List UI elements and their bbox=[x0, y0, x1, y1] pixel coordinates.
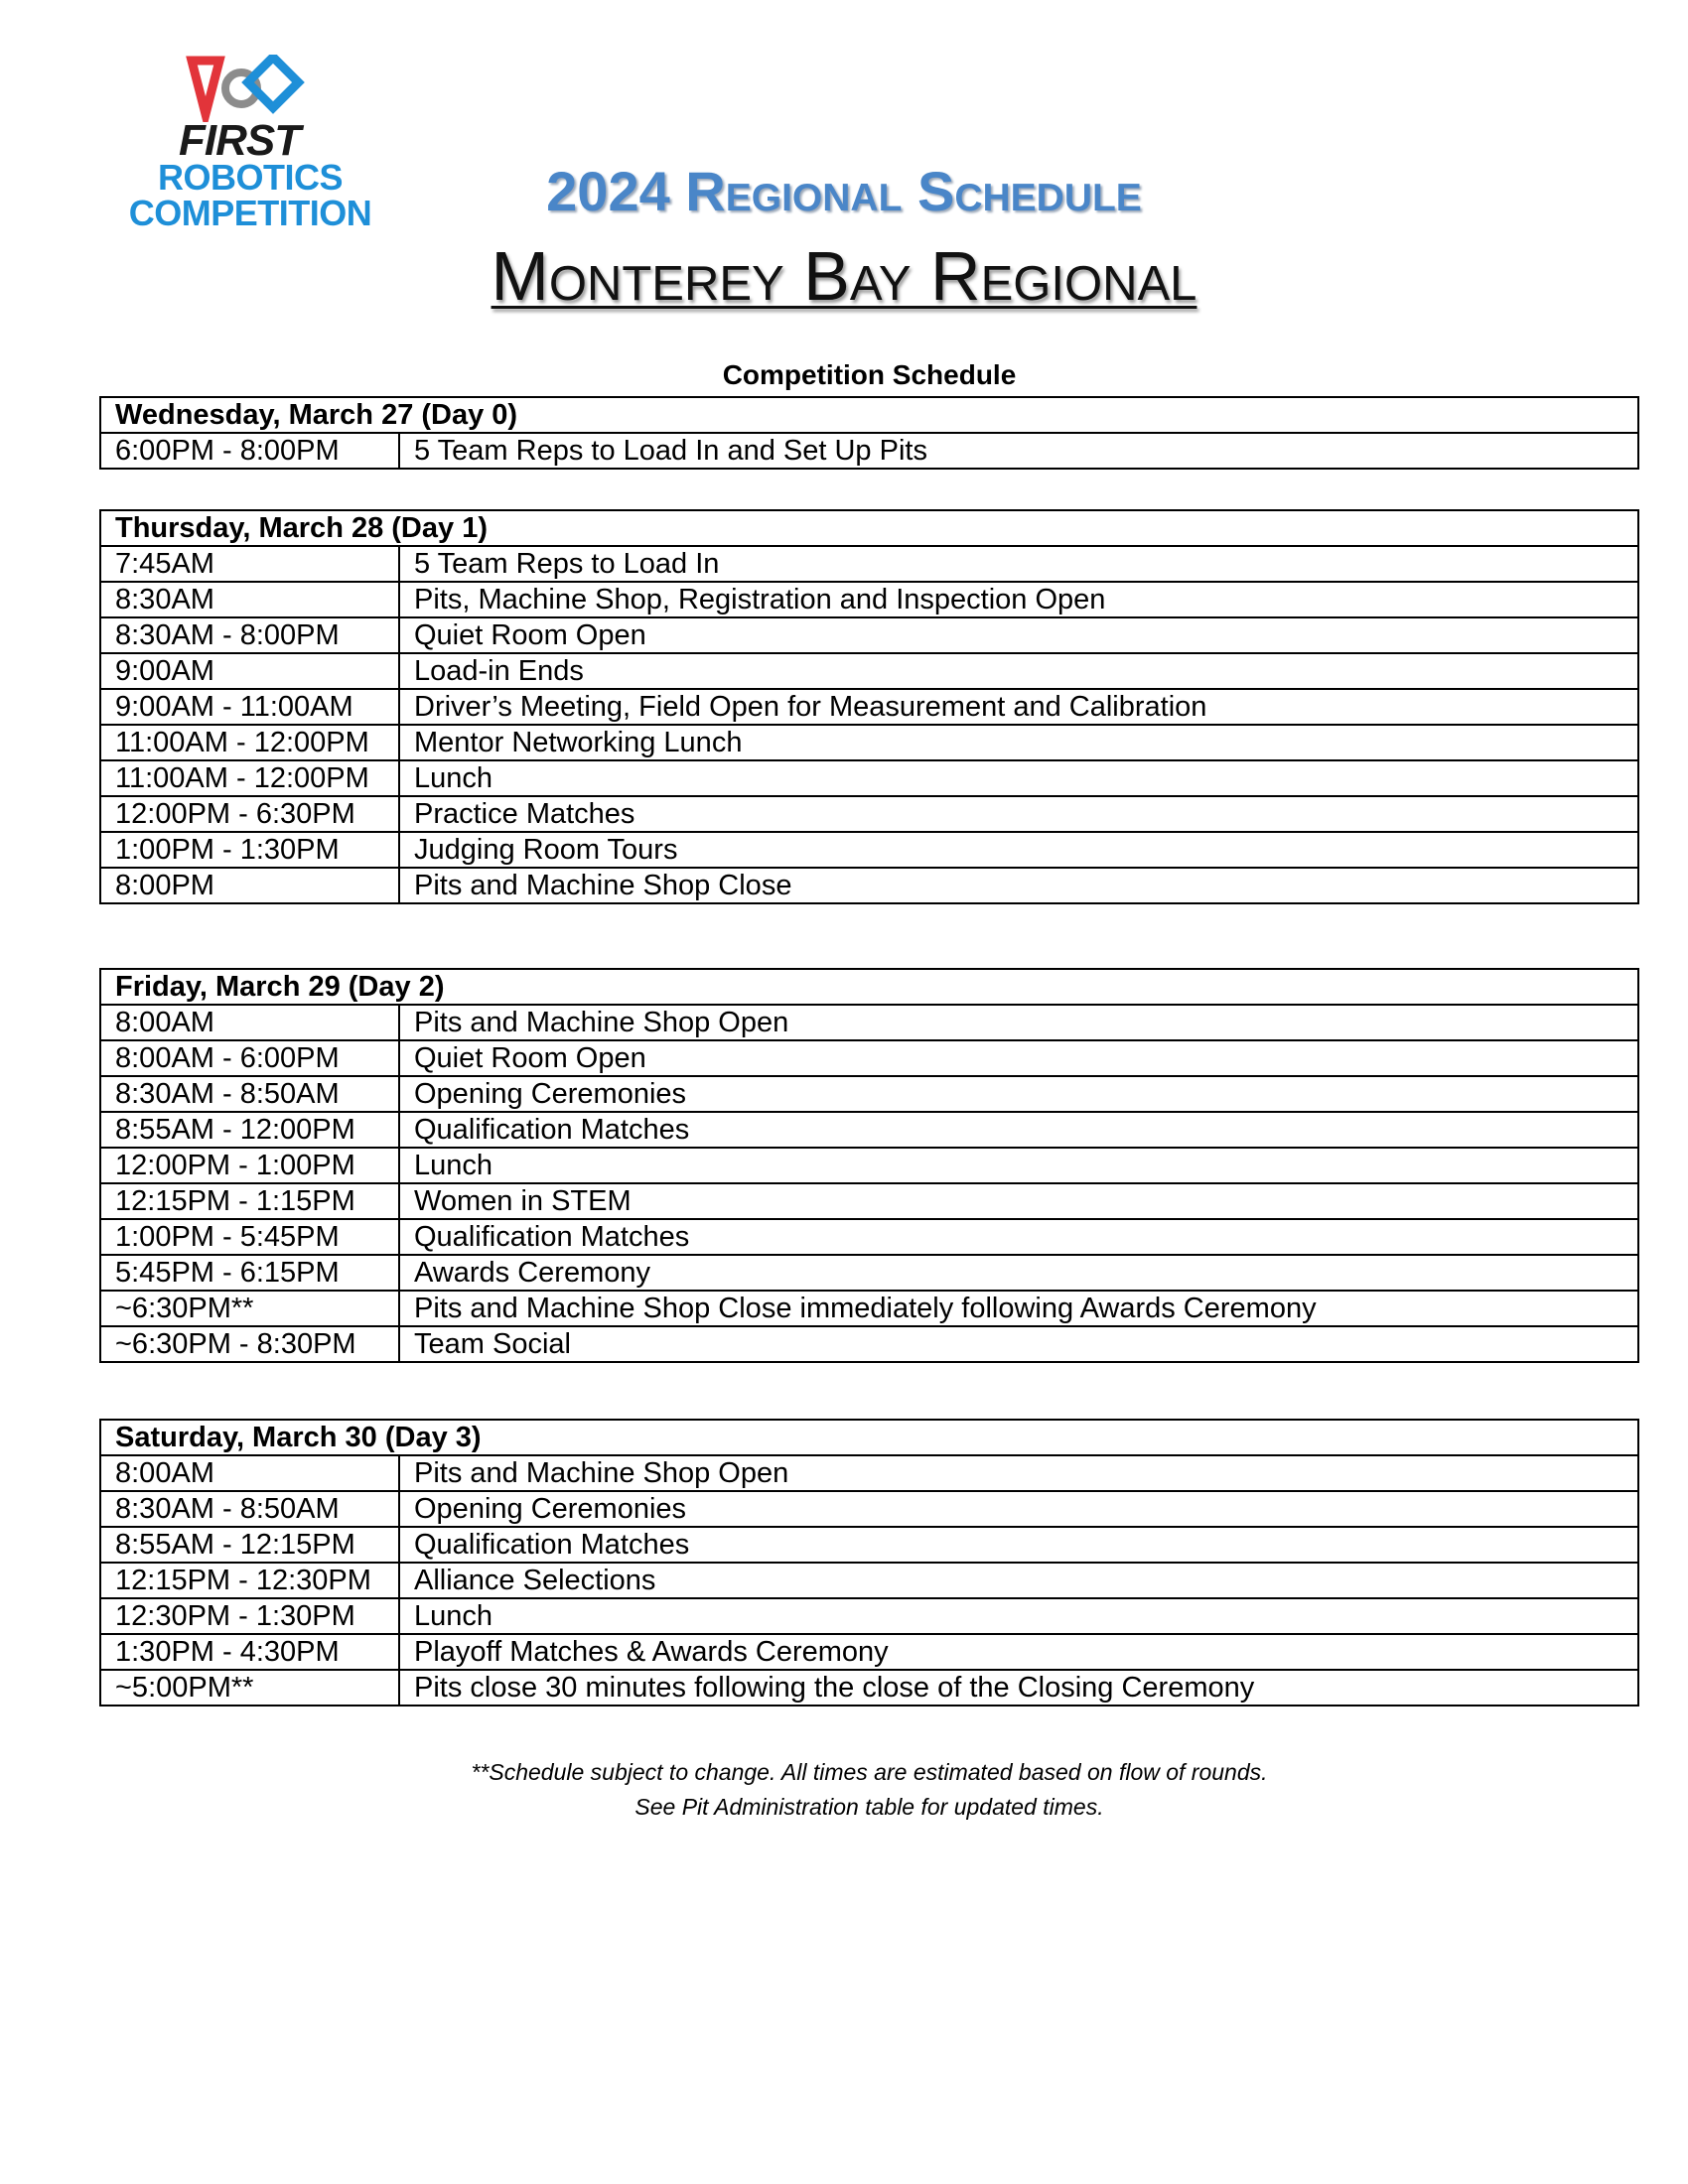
table-row bbox=[100, 1634, 1638, 1670]
event-cell: Pits close 30 minutes following the close of the Closing Ceremony bbox=[399, 1670, 1638, 1706]
table-row bbox=[100, 725, 1638, 760]
time-cell: 9:00AM - 11:00AM bbox=[100, 689, 399, 725]
event-cell: Playoff Matches & Awards Ceremony bbox=[399, 1634, 1638, 1670]
event-cell: Lunch bbox=[399, 1148, 1638, 1183]
event-cell: Opening Ceremonies bbox=[399, 1076, 1638, 1112]
table-row bbox=[100, 1255, 1638, 1291]
event-cell: Women in STEM bbox=[399, 1183, 1638, 1219]
logo-first-text: FIRST bbox=[179, 116, 301, 165]
table-row bbox=[100, 1455, 1638, 1491]
day-header: Friday, March 29 (Day 2) bbox=[100, 969, 1638, 1005]
table-row bbox=[100, 1148, 1638, 1183]
event-cell: Alliance Selections bbox=[399, 1563, 1638, 1598]
day-table-saturday bbox=[99, 1419, 1639, 1706]
table-row bbox=[100, 546, 1638, 582]
event-cell: Lunch bbox=[399, 1598, 1638, 1634]
time-cell: 9:00AM bbox=[100, 653, 399, 689]
time-cell: 8:00AM - 6:00PM bbox=[100, 1040, 399, 1076]
footnote-line-1: **Schedule subject to change. All times are estimated based on flow of rounds. bbox=[471, 1759, 1268, 1785]
logo-robotics-text: ROBOTICS bbox=[157, 157, 343, 198]
time-cell: 12:00PM - 6:30PM bbox=[100, 796, 399, 832]
event-cell: Practice Matches bbox=[399, 796, 1638, 832]
footnote bbox=[99, 1755, 1639, 1825]
event-cell: Opening Ceremonies bbox=[399, 1491, 1638, 1527]
time-cell: 8:55AM - 12:00PM bbox=[100, 1112, 399, 1148]
time-cell: 11:00AM - 12:00PM bbox=[100, 725, 399, 760]
event-cell: 5 Team Reps to Load In bbox=[399, 546, 1638, 582]
time-cell: 12:00PM - 1:00PM bbox=[100, 1148, 399, 1183]
time-cell: 12:15PM - 1:15PM bbox=[100, 1183, 399, 1219]
table-row bbox=[100, 653, 1638, 689]
time-cell: ~6:30PM - 8:30PM bbox=[100, 1326, 399, 1362]
table-row bbox=[100, 582, 1638, 617]
time-cell: 1:00PM - 1:30PM bbox=[100, 832, 399, 868]
first-robotics-logo bbox=[111, 55, 394, 238]
time-cell: 12:30PM - 1:30PM bbox=[100, 1598, 399, 1634]
event-cell: Pits and Machine Shop Open bbox=[399, 1005, 1638, 1040]
event-cell: Team Social bbox=[399, 1326, 1638, 1362]
event-cell: 5 Team Reps to Load In and Set Up Pits bbox=[399, 433, 1638, 469]
table-row bbox=[100, 868, 1638, 903]
table-row bbox=[100, 1291, 1638, 1326]
time-cell: 8:30AM - 8:50AM bbox=[100, 1076, 399, 1112]
day-table-wednesday bbox=[99, 396, 1639, 470]
table-row bbox=[100, 1219, 1638, 1255]
time-cell: 11:00AM - 12:00PM bbox=[100, 760, 399, 796]
day-header: Thursday, March 28 (Day 1) bbox=[100, 510, 1638, 546]
footnote-line-2: See Pit Administration table for updated times. bbox=[634, 1794, 1104, 1820]
event-cell: Quiet Room Open bbox=[399, 1040, 1638, 1076]
event-cell: Pits, Machine Shop, Registration and Inspection Open bbox=[399, 582, 1638, 617]
table-row bbox=[100, 1326, 1638, 1362]
table-row bbox=[100, 617, 1638, 653]
time-cell: 8:00AM bbox=[100, 1455, 399, 1491]
day-header: Saturday, March 30 (Day 3) bbox=[100, 1420, 1638, 1455]
day-header: Wednesday, March 27 (Day 0) bbox=[100, 397, 1638, 433]
time-cell: 5:45PM - 6:15PM bbox=[100, 1255, 399, 1291]
table-row bbox=[100, 1527, 1638, 1563]
logo-competition-text: COMPETITION bbox=[128, 193, 372, 233]
time-cell: 8:30AM - 8:50AM bbox=[100, 1491, 399, 1527]
time-cell: 8:00AM bbox=[100, 1005, 399, 1040]
time-cell: ~5:00PM** bbox=[100, 1670, 399, 1706]
time-cell: 1:30PM - 4:30PM bbox=[100, 1634, 399, 1670]
time-cell: 7:45AM bbox=[100, 546, 399, 582]
day-table-friday bbox=[99, 968, 1639, 1363]
table-row bbox=[100, 760, 1638, 796]
table-row bbox=[100, 1670, 1638, 1706]
time-cell: 8:30AM bbox=[100, 582, 399, 617]
time-cell: 8:00PM bbox=[100, 868, 399, 903]
schedule-title: 2024 Regional Schedule bbox=[546, 160, 1142, 222]
logo-frc-text bbox=[116, 157, 384, 233]
time-cell: 8:30AM - 8:00PM bbox=[100, 617, 399, 653]
time-cell: 12:15PM - 12:30PM bbox=[100, 1563, 399, 1598]
event-cell: Judging Room Tours bbox=[399, 832, 1638, 868]
event-cell: Driver’s Meeting, Field Open for Measurement and Calibration bbox=[399, 689, 1638, 725]
competition-schedule-heading: Competition Schedule bbox=[722, 359, 1017, 390]
table-row bbox=[100, 689, 1638, 725]
event-cell: Lunch bbox=[399, 760, 1638, 796]
first-logo-mark-icon bbox=[186, 55, 315, 122]
table-row bbox=[100, 796, 1638, 832]
event-cell: Pits and Machine Shop Close bbox=[399, 868, 1638, 903]
table-row bbox=[100, 1040, 1638, 1076]
table-row bbox=[100, 1076, 1638, 1112]
table-row bbox=[100, 1005, 1638, 1040]
time-cell: ~6:30PM** bbox=[100, 1291, 399, 1326]
table-row bbox=[100, 1491, 1638, 1527]
event-cell: Pits and Machine Shop Close immediately following Awards Ceremony bbox=[399, 1291, 1638, 1326]
event-cell: Qualification Matches bbox=[399, 1527, 1638, 1563]
event-cell: Quiet Room Open bbox=[399, 617, 1638, 653]
day-table-thursday bbox=[99, 509, 1639, 904]
table-row bbox=[100, 1183, 1638, 1219]
event-cell: Qualification Matches bbox=[399, 1219, 1638, 1255]
time-cell: 8:55AM - 12:15PM bbox=[100, 1527, 399, 1563]
table-row bbox=[100, 433, 1638, 469]
time-cell: 6:00PM - 8:00PM bbox=[100, 433, 399, 469]
event-title: Monterey Bay Regional bbox=[491, 237, 1197, 315]
event-cell: Mentor Networking Lunch bbox=[399, 725, 1638, 760]
table-row bbox=[100, 832, 1638, 868]
event-cell: Qualification Matches bbox=[399, 1112, 1638, 1148]
event-cell: Awards Ceremony bbox=[399, 1255, 1638, 1291]
table-row bbox=[100, 1563, 1638, 1598]
table-row bbox=[100, 1112, 1638, 1148]
table-row bbox=[100, 1598, 1638, 1634]
event-cell: Pits and Machine Shop Open bbox=[399, 1455, 1638, 1491]
time-cell: 1:00PM - 5:45PM bbox=[100, 1219, 399, 1255]
event-cell: Load-in Ends bbox=[399, 653, 1638, 689]
